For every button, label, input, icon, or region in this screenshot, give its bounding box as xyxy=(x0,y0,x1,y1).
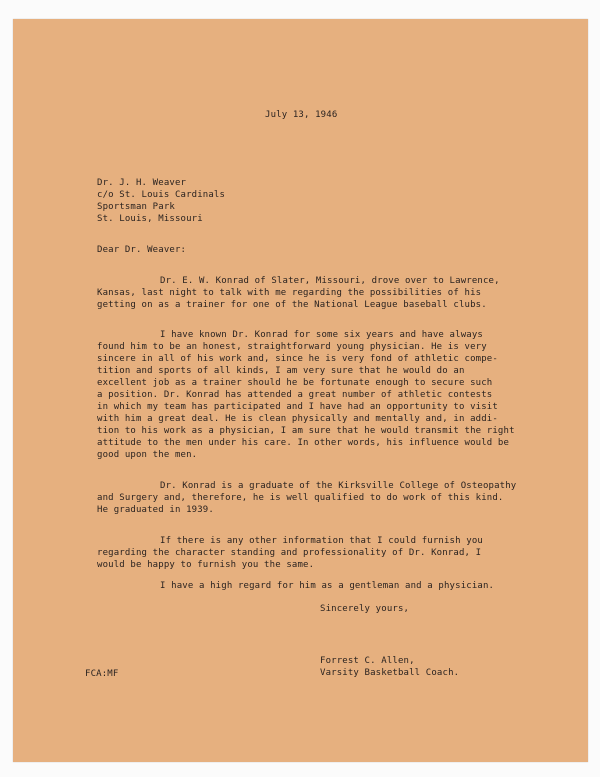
paragraph-line: a position. Dr. Konrad has attended a great number of athletic contests xyxy=(97,390,493,400)
paragraph-line: He graduated in 1939. xyxy=(97,505,214,515)
paragraph-line: Kansas, last night to talk with me regarding the possibilities of his xyxy=(97,288,482,298)
letter-page xyxy=(13,19,588,762)
recipient-line: St. Louis, Missouri xyxy=(97,214,203,224)
paragraph-line: tition and sports of all kinds, I am very sure that he would do an xyxy=(97,366,465,376)
recipient-line: Sportsman Park xyxy=(97,202,175,212)
paragraph-line: I have known Dr. Konrad for some six years and have always xyxy=(160,330,483,340)
salutation: Dear Dr. Weaver: xyxy=(97,245,187,255)
signature-name: Forrest C. Allen, xyxy=(320,656,415,666)
paragraph-line: Dr. Konrad is a graduate of the Kirksville College of Osteopathy xyxy=(160,481,517,491)
paragraph-line: sincere in all of his work and, since he is very fond of athletic compe- xyxy=(97,354,498,364)
paragraph-line: in which my team has participated and I have had an opportunity to visit xyxy=(97,402,498,412)
paragraph-line: good upon the men. xyxy=(97,450,198,460)
paragraph-line: and Surgery and, therefore, he is well qualified to do work of this kind. xyxy=(97,493,504,503)
paragraph-line: found him to be an honest, straightforward young physician. He is very xyxy=(97,342,487,352)
paragraph-line: attitude to the men under his care. In other words, his influence would be xyxy=(97,438,510,448)
paragraph-line: regarding the character standing and professionality of Dr. Konrad, I xyxy=(97,548,482,558)
closing: Sincerely yours, xyxy=(320,604,410,614)
paragraph-line: getting on as a trainer for one of the National League baseball clubs. xyxy=(97,300,487,310)
typist-initials: FCA:MF xyxy=(85,669,119,679)
date: July 13, 1946 xyxy=(265,110,338,120)
paragraph-line: would be happy to furnish you the same. xyxy=(97,560,315,570)
paragraph-line: with him a great deal. He is clean physically and mentally and, in addi- xyxy=(97,414,498,424)
recipient-line: Dr. J. H. Weaver xyxy=(97,178,187,188)
recipient-line: c/o St. Louis Cardinals xyxy=(97,190,226,200)
paragraph-line: Dr. E. W. Konrad of Slater, Missouri, drove over to Lawrence, xyxy=(160,276,500,286)
signature-title: Varsity Basketball Coach. xyxy=(320,668,460,678)
paragraph-line: tion to his work as a physician, I am sure that he would transmit the right xyxy=(97,426,515,436)
paragraph-line: I have a high regard for him as a gentleman and a physician. xyxy=(160,581,495,591)
paragraph-line: If there is any other information that I could furnish you xyxy=(160,536,483,546)
paragraph-line: excellent job as a trainer should he be fortunate enough to secure such xyxy=(97,378,493,388)
